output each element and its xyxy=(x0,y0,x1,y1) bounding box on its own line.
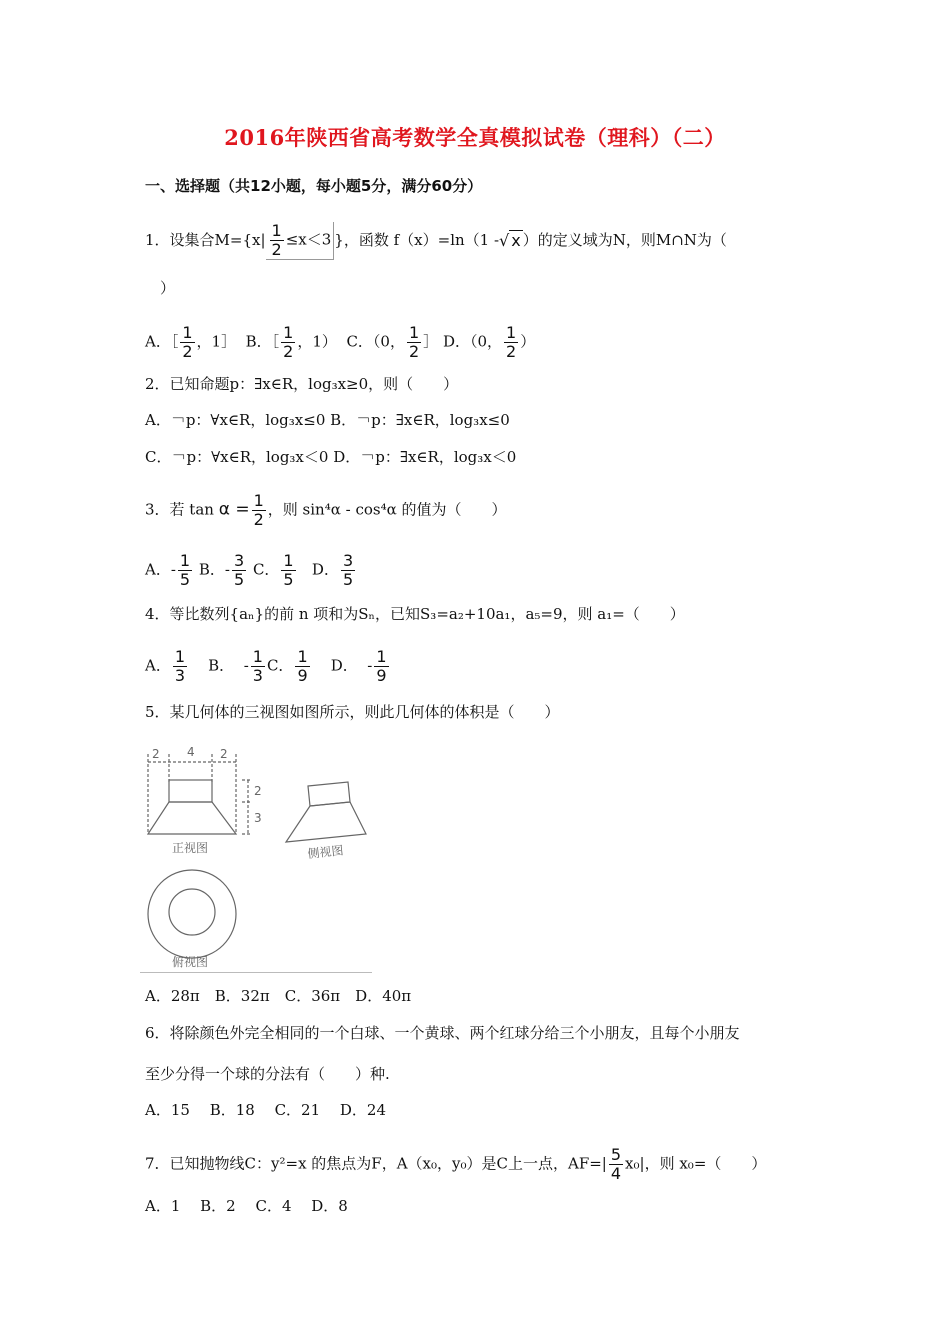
q3-c-num: 1 xyxy=(283,551,294,570)
q3-num: 1 xyxy=(253,491,264,510)
dim-top-1: 2 xyxy=(152,747,160,761)
q1-opt-b-post: ，1） xyxy=(297,332,337,351)
q3-alpha: α = xyxy=(218,499,250,520)
question-1 xyxy=(145,222,727,260)
q7-num: 5 xyxy=(610,1145,622,1164)
q4-opt-c: C． xyxy=(266,656,294,675)
front-view-top-rect xyxy=(169,780,212,802)
side-view-trapezoid xyxy=(286,802,366,842)
q1-text-c: ）的定义域为N，则M∩N为（ xyxy=(522,231,727,249)
q1-text-b: }，函数 f（x）=ln（1 - xyxy=(334,231,500,249)
q3-c-den: 5 xyxy=(283,570,294,589)
q4-a-den: 3 xyxy=(174,666,186,685)
q1-opt-c: C．（0， xyxy=(346,332,405,351)
q1-opt-a-post: ，1］ xyxy=(196,332,237,351)
q3-text-post: ，则 sin⁴α - cos⁴α 的值为（ ） xyxy=(267,500,507,519)
q4-c-den: 9 xyxy=(297,666,308,685)
top-view-outer-circle xyxy=(148,870,236,958)
q1-d-num: 1 xyxy=(506,323,517,342)
q1-opt-d: D．（0， xyxy=(442,332,503,351)
q3-opt-c: C． xyxy=(252,560,280,579)
q3-opt-b: B．- xyxy=(198,560,230,579)
front-view-label: 正视图 xyxy=(172,841,209,855)
q1-b-den: 2 xyxy=(283,342,294,361)
q3-b-num: 3 xyxy=(233,551,245,570)
q1-b-num: 1 xyxy=(283,323,294,342)
front-view-trapezoid xyxy=(148,802,236,834)
side-view-label: 侧视图 xyxy=(306,843,345,861)
q1-sqrt-arg: x xyxy=(511,231,521,250)
q4-d-num: 1 xyxy=(376,647,387,666)
question-4: 4．等比数列{aₙ}的前 n 项和为Sₙ，已知S₃=a₂+10a₁，a₅=9，则 a₁=（ ） xyxy=(145,605,685,623)
q3-d-num: 3 xyxy=(342,551,354,570)
q7-den: 4 xyxy=(610,1164,622,1183)
q1-set-num: 1 xyxy=(271,221,282,240)
q4-c-num: 1 xyxy=(297,647,308,666)
q2-options-row1: A．￢p：∀x∈R，log₃x≤0 B．￢p：∃x∈R，log₃x≤0 xyxy=(145,411,510,429)
q4-d-den: 9 xyxy=(376,666,387,685)
question-6-line2: 至少分得一个球的分法有（ ）种. xyxy=(145,1065,390,1083)
q4-b-sign: - xyxy=(243,656,249,675)
q4-a-num: 1 xyxy=(174,647,186,666)
q1-c-num: 1 xyxy=(408,323,420,342)
q3-b-den: 5 xyxy=(233,570,245,589)
q3-a-den: 5 xyxy=(179,570,191,589)
dim-top-3: 2 xyxy=(220,747,228,761)
exam-title: 2016年陕西省高考数学全真模拟试卷（理科）（二） xyxy=(224,125,726,150)
dim-side-1: 2 xyxy=(254,784,262,798)
q1-text: 1．设集合M={x| xyxy=(145,231,266,249)
three-view-figure xyxy=(140,742,372,973)
question-7 xyxy=(145,1146,766,1183)
q1-opt-b: B．［ xyxy=(245,332,280,351)
top-view-label: 俯视图 xyxy=(172,955,209,969)
q1-opt-c-post: ］ xyxy=(423,332,439,351)
q4-b-num: 1 xyxy=(252,647,263,666)
section-heading: 一、选择题（共12小题，每小题5分，满分60分） xyxy=(145,177,483,195)
q3-text: 3．若 tan xyxy=(145,500,214,519)
q1-a-num: 1 xyxy=(182,323,193,342)
q4-d-sign: - xyxy=(367,656,373,675)
question-2: 2．已知命题p：∃x∈R，log₃x≥0，则（ ） xyxy=(145,375,459,393)
q4-opt-d: D． xyxy=(330,656,358,675)
q7-text-post: x₀|，则 x₀=（ ） xyxy=(625,1154,767,1173)
q3-opt-d: D． xyxy=(311,560,339,579)
q5-options: A．28π B．32π C．36π D．40π xyxy=(145,987,412,1005)
q3-opt-a: A．- xyxy=(145,560,176,579)
q3-a-num: 1 xyxy=(179,551,191,570)
q3-d-den: 5 xyxy=(342,570,354,589)
q1-paren: ） xyxy=(160,279,176,297)
three-view-svg xyxy=(140,742,372,972)
q1-sqrt: √ x xyxy=(499,231,521,250)
q3-den: 2 xyxy=(253,510,264,529)
question-3 xyxy=(145,492,507,529)
q4-options xyxy=(145,648,391,685)
q1-options xyxy=(145,324,535,361)
q2-options-row2: C．￢p：∀x∈R，log₃x＜0 D．￢p：∃x∈R，log₃x＜0 xyxy=(145,448,517,466)
q1-opt-d-post: ） xyxy=(520,332,536,351)
q1-opt-a: A．［ xyxy=(145,332,179,351)
q1-d-den: 2 xyxy=(506,342,517,361)
q1-set-condition xyxy=(266,222,335,260)
q4-opt-b: B． xyxy=(208,656,235,675)
dim-side-2: 3 xyxy=(254,811,262,825)
q6-options: A．15 B．18 C．21 D．24 xyxy=(145,1101,387,1119)
q7-options: A．1 B．2 C．4 D．8 xyxy=(145,1197,348,1215)
q1-set-rel: ≤x＜3 xyxy=(285,230,332,249)
q1-c-den: 2 xyxy=(408,342,420,361)
q4-opt-a: A． xyxy=(145,656,171,675)
q1-set-den: 2 xyxy=(271,240,282,259)
q3-options xyxy=(145,552,357,589)
dim-top-2: 4 xyxy=(187,745,195,759)
question-5: 5．某几何体的三视图如图所示，则此几何体的体积是（ ） xyxy=(145,703,560,721)
q7-text: 7．已知抛物线C：y²=x 的焦点为F，A（x₀，y₀）是C上一点，AF=| xyxy=(145,1154,607,1173)
q1-a-den: 2 xyxy=(182,342,193,361)
top-view-inner-circle xyxy=(169,889,215,935)
q4-b-den: 3 xyxy=(252,666,263,685)
question-6-line1: 6．将除颜色外完全相同的一个白球、一个黄球、两个红球分给三个小朋友，且每个小朋友 xyxy=(145,1024,740,1042)
